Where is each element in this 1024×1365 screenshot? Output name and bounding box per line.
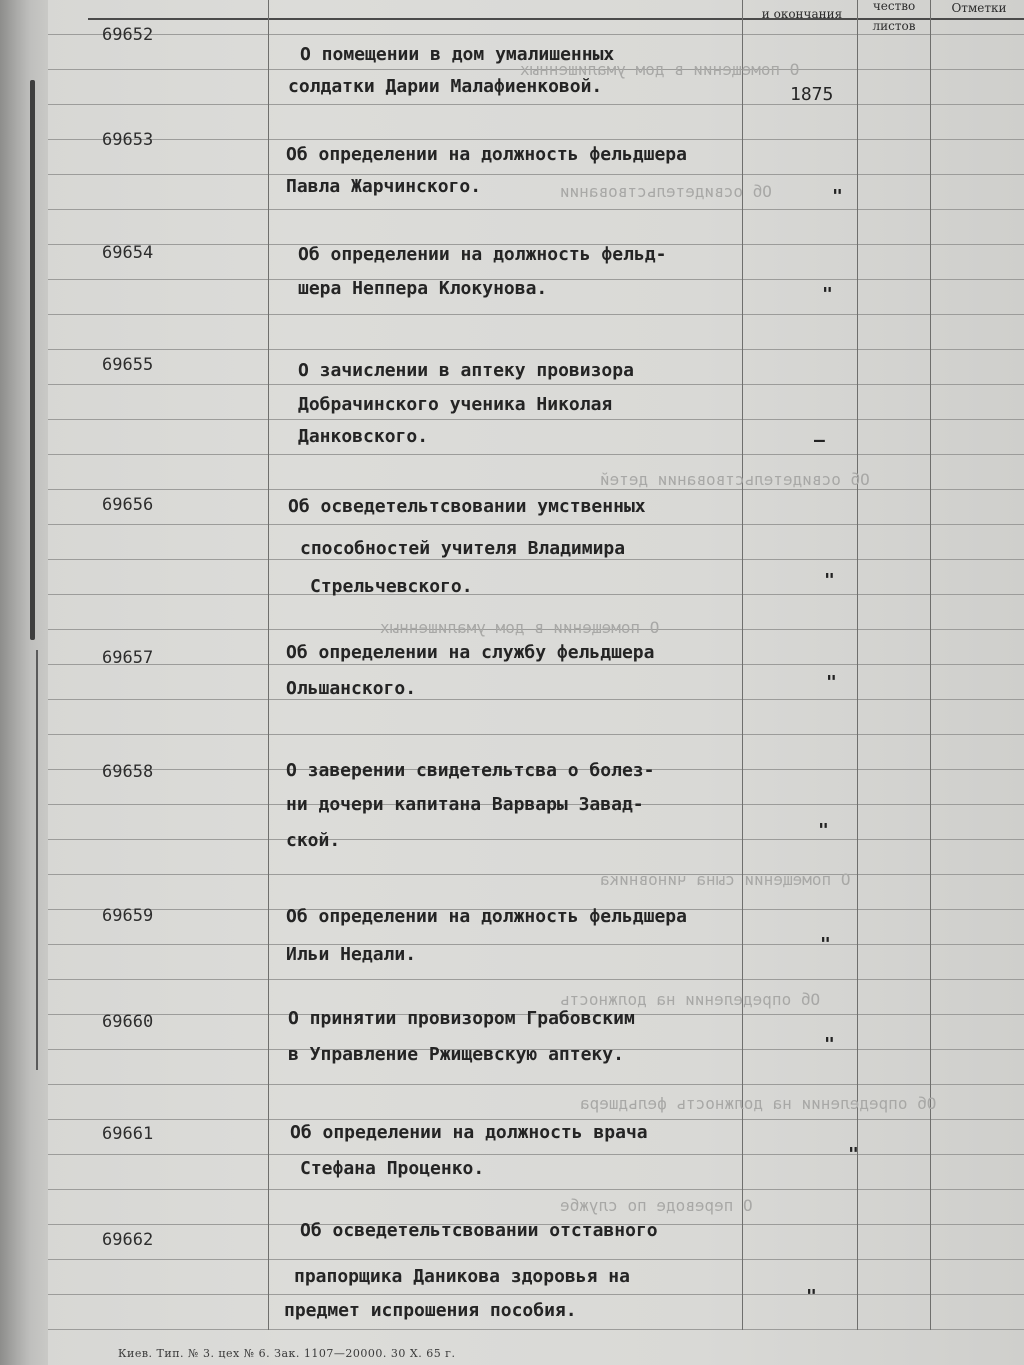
header-sheets-1: чество: [872, 0, 916, 13]
entry-title-line: Добрачинского ученика Николая: [298, 394, 613, 415]
entry-title-line: Стефана Проценко.: [300, 1158, 485, 1179]
entry-title-line: Об осведетельтсвовании отставного: [300, 1220, 658, 1241]
book-spine: [0, 0, 48, 1365]
column-divider-dates: [857, 0, 858, 1330]
entry-number: 69654: [102, 243, 154, 263]
ledger-page: и окончания чество листов Отметки О помещении в дом умалишенных Об освидетельствовании Об освидетельствовании детей О помещении в дом умалишенных О помещении сына чиновника Об определении на должность Об определении на должность фельдшера О переводе по службе 69652 О помещении в дом умалишенных солдатки Дарии Малафиенковой. 1875 69653 Об определении на должность фельдшера Павла Жарчинского. " 69654 Об определении на должность фельд- шера Неппера Клокунова. " 69655 О зачислении в аптеку провизора Добрачинского ученика Николая Данковского. – 69656 Об осведетельтсвовании умственных способностей учителя Владимира Стрельчевского. " 69657 Об определении на службу фельдшера Ольшанского. " 69658 О заверении свидетельтсва о болез- ни дочери капитана Варвары Завад- ской. " 69659 Об определении на должность фельдшера Ильи Недали. " 69660 О принятии провизором Грабовским в Управление Ржищевскую аптеку. " 69661 Об определении на должность врача Стефана Проценко. " 69662 Об осведетельтсвовании отставного прапорщика Даникова здоровья на предмет испрошения пособия. " Киев. Тип. № 3. цех № 6. Зак. 1107—20000. 30 X. 65 г.: [0, 0, 1024, 1365]
entry-number: 69659: [102, 906, 154, 926]
entry-ditto-mark: ": [820, 934, 831, 955]
entry-title-line: Об определении на должность фельд-: [298, 244, 667, 265]
ledger-rule: [48, 174, 1024, 175]
ledger-rule: [48, 1259, 1024, 1260]
ledger-rule: [48, 1154, 1024, 1155]
entry-title-line: Об определении на службу фельдшера: [286, 642, 655, 663]
entry-date: 1875: [790, 84, 834, 105]
ledger-rule: [48, 594, 1024, 595]
entry-ditto-mark: ": [824, 570, 835, 591]
ledger-rule: [48, 944, 1024, 945]
ledger-rule: [48, 1119, 1024, 1120]
ledger-rule: [48, 1189, 1024, 1190]
entry-title-line: О помещении в дом умалишенных: [300, 44, 615, 65]
entry-ditto-mark: ": [848, 1144, 859, 1165]
header-dates: и окончания: [761, 7, 843, 21]
printer-imprint: Киев. Тип. № 3. цех № 6. Зак. 1107—20000. 30 X. 65 г.: [118, 1347, 456, 1360]
ledger-rule: [48, 699, 1024, 700]
entry-title-line: Об осведетельтсвовании умственных: [288, 496, 646, 517]
entry-number: 69655: [102, 355, 154, 375]
entry-ditto-mark: ": [826, 672, 837, 693]
header-sheets-2: листов: [872, 19, 916, 33]
entry-title-line: ской.: [286, 830, 341, 851]
header-notes: Отметки: [951, 1, 1007, 15]
entry-title-line: О принятии провизором Грабовским: [288, 1008, 635, 1029]
column-divider-number: [268, 0, 269, 1330]
entry-title-line: солдатки Дарии Малафиенковой.: [288, 76, 603, 97]
entry-title-line: Павла Жарчинского.: [286, 176, 482, 197]
entry-title-line: прапорщика Даникова здоровья на: [294, 1266, 630, 1287]
entry-ditto-mark: ": [822, 284, 833, 305]
ledger-rule: [48, 1294, 1024, 1295]
entry-ditto-mark: ": [818, 820, 829, 841]
entry-title-line: Об определении на должность врача: [290, 1122, 648, 1143]
ledger-rule: [48, 839, 1024, 840]
entry-title-line: предмет испрошения пособия.: [284, 1300, 577, 1321]
entry-ditto-mark: ": [824, 1034, 835, 1055]
column-divider-sheets: [930, 0, 931, 1330]
entry-title-line: способностей учителя Владимира: [300, 538, 626, 559]
entry-title-line: О заверении свидетельтсва о болез-: [286, 760, 655, 781]
entry-ditto-mark: –: [814, 430, 825, 451]
ledger-rule: [48, 524, 1024, 525]
binding-strip-lower: [36, 650, 38, 1070]
entry-number: 69657: [102, 648, 154, 668]
entry-title-line: ни дочери капитана Варвары Завад-: [286, 794, 644, 815]
entry-ditto-mark: ": [806, 1286, 817, 1307]
ledger-rule: [48, 489, 1024, 490]
ledger-rule: [48, 454, 1024, 455]
entry-number: 69656: [102, 495, 154, 515]
entry-title-line: Стрельчевского.: [310, 576, 473, 597]
ledger-rule: [48, 559, 1024, 560]
entry-number: 69661: [102, 1124, 154, 1144]
ledger-rule: [48, 1084, 1024, 1085]
entry-ditto-mark: ": [832, 186, 843, 207]
entry-number: 69653: [102, 130, 154, 150]
ledger-rule: [48, 979, 1024, 980]
entry-title-line: Данковского.: [298, 426, 429, 447]
ledger-rule: [48, 1329, 1024, 1330]
entry-number: 69660: [102, 1012, 154, 1032]
ledger-rule: [48, 209, 1024, 210]
ledger-rule: [48, 419, 1024, 420]
entry-title-line: Ольшанского.: [286, 678, 417, 699]
entry-number: 69658: [102, 762, 154, 782]
ledger-rule: [48, 314, 1024, 315]
entry-title-line: в Управление Ржищевскую аптеку.: [288, 1044, 624, 1065]
ledger-rule: [48, 734, 1024, 735]
ledger-rule: [48, 349, 1024, 350]
ledger-rule: [48, 384, 1024, 385]
entry-title-line: Ильи Недали.: [286, 944, 417, 965]
ledger-rule: [48, 139, 1024, 140]
binding-strip: [30, 80, 35, 640]
ledger-rule: [48, 104, 1024, 105]
entry-title-line: Об определении на должность фельдшера: [286, 906, 687, 927]
entry-number: 69662: [102, 1230, 154, 1250]
entry-title-line: шера Неппера Клокунова.: [298, 278, 548, 299]
ledger-rule: [48, 874, 1024, 875]
entry-title-line: О зачислении в аптеку провизора: [298, 360, 634, 381]
entry-title-line: Об определении на должность фельдшера: [286, 144, 687, 165]
ledger-rule: [48, 664, 1024, 665]
entry-number: 69652: [102, 25, 154, 45]
